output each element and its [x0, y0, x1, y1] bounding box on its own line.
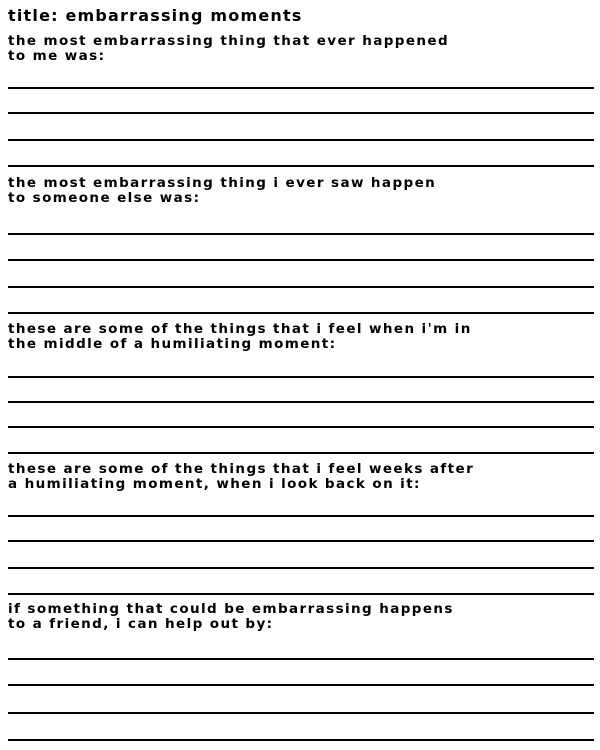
answer-line-2-2[interactable] [8, 259, 594, 261]
answer-line-2-1[interactable] [8, 233, 594, 235]
answer-line-4-4[interactable] [8, 593, 594, 595]
prompt-1 [8, 34, 588, 64]
answer-line-1-1[interactable] [8, 87, 594, 89]
answer-line-5-1[interactable] [8, 658, 594, 660]
answer-line-3-1[interactable] [8, 376, 594, 378]
prompt-2-line-2: to someone else was: [8, 190, 201, 206]
prompt-3-line-2: the middle of a humiliating moment: [8, 336, 337, 352]
answer-line-5-4[interactable] [8, 739, 594, 741]
prompt-2 [8, 176, 588, 206]
prompt-4-line-1: these are some of the things that i feel weeks after [8, 461, 475, 477]
answer-line-5-3[interactable] [8, 712, 594, 714]
answer-line-1-2[interactable] [8, 112, 594, 114]
answer-line-3-2[interactable] [8, 401, 594, 403]
prompt-5-line-2: to a friend, i can help out by: [8, 616, 274, 632]
answer-line-4-1[interactable] [8, 515, 594, 517]
prompt-2-line-1: the most embarrassing thing i ever saw happen [8, 175, 437, 191]
prompt-4-line-2: a humiliating moment, when i look back on it: [8, 476, 421, 492]
answer-line-2-3[interactable] [8, 286, 594, 288]
prompt-1-line-2: to me was: [8, 48, 106, 64]
prompt-3-line-1: these are some of the things that i feel when i'm in [8, 321, 472, 337]
prompt-4 [8, 462, 588, 492]
worksheet-title: title: embarrassing moments [8, 6, 303, 25]
answer-line-3-4[interactable] [8, 452, 594, 454]
answer-line-4-3[interactable] [8, 567, 594, 569]
answer-line-5-2[interactable] [8, 684, 594, 686]
answer-line-1-3[interactable] [8, 139, 594, 141]
answer-line-3-3[interactable] [8, 426, 594, 428]
answer-line-1-4[interactable] [8, 165, 594, 167]
prompt-1-line-1: the most embarrassing thing that ever happened [8, 33, 450, 49]
answer-line-4-2[interactable] [8, 540, 594, 542]
answer-line-2-4[interactable] [8, 312, 594, 314]
prompt-5 [8, 602, 588, 632]
prompt-3 [8, 322, 588, 352]
prompt-5-line-1: if something that could be embarrassing happens [8, 601, 454, 617]
